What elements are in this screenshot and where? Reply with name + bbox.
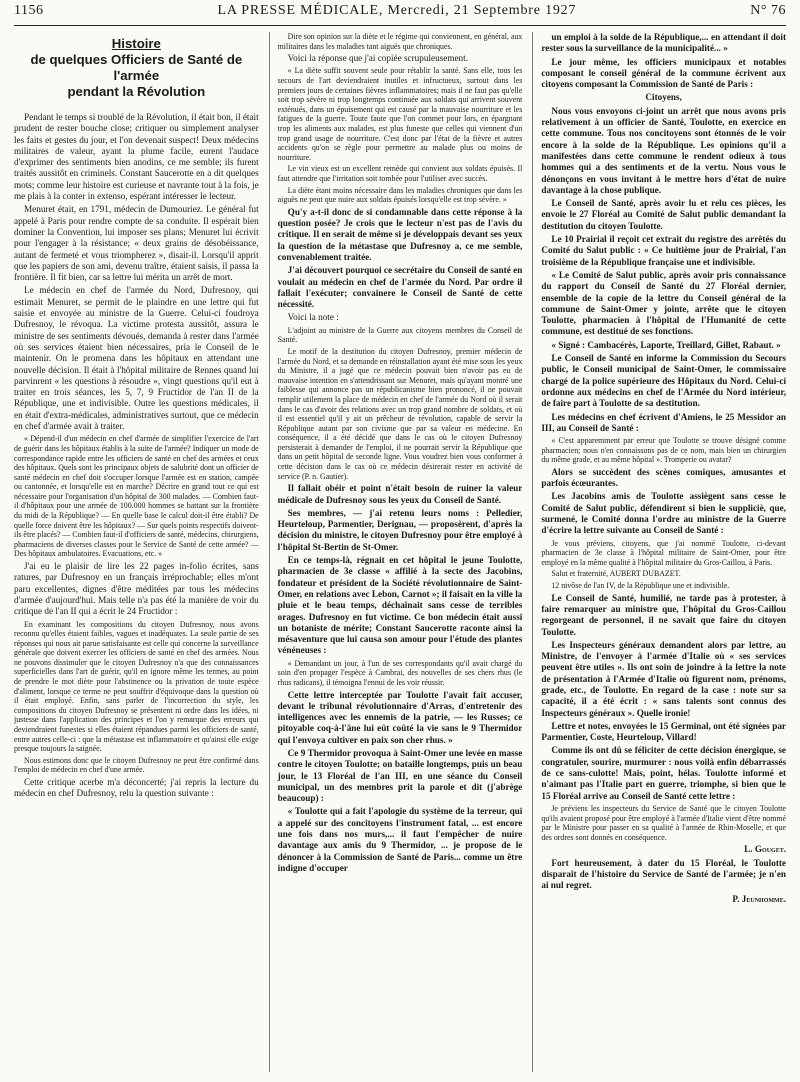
article-paragraph: Menuret était, en 1791, médecin de Dumouriez. Le général fut appelé à Paris pour rendre compte de sa conduite. Il espérait bien dominer la Convention, lui imposer ses plans; Menuret lui écrivit pour l'engager à la résistance; « deux grains de désobéissance, autant de fermeté et vous triompherez », disait-il. Lorsqu'il apprit que les papiers de son ami, devenu traître, étaient saisis, il passa la frontière. Il fit bien, car sa lettre lui mérita un arrêt de mort. xyxy=(14,204,259,283)
article-paragraph: « Demandant un jour, à l'un de ses correspondants qu'il avait chargé du soin d'en propager l'espèce à Cambrai, des nouvelles de ses chers rhus (le rhus radicans), il témoigna l'ennui de les voir réussir. xyxy=(277,658,523,687)
article-paragraph: La diète étant moins nécessaire dans les maladies chroniques que dans les aiguës ne peut que nuire aux soldats épuisés lorsqu'elle est trop sévère. » xyxy=(277,185,523,205)
article-paragraph: J'ai découvert pourquoi ce secrétaire du Conseil de santé en voulait au médecin en chef de l'armée du Nord. Par ordre il fallait l'exécuter; convainere le Conseil de Santé de cette nécessité. xyxy=(277,265,523,310)
article-paragraph: Les Jacobins amis de Toulotte assiègent sans cesse le Comité de Salut public, défendirent si bien le suppliciè, que, surmené, le Comité donna l'ordre au ministre de la Guerre d'écrire la lettre suivante au Conseil de Santé : xyxy=(541,491,786,536)
article-paragraph: Les médecins en chef écrivent d'Amiens, le 25 Messidor an III, au Conseil de Santé : xyxy=(541,411,786,433)
article-paragraph: un emploi à la solde de la République,... en attendant il doit rester sous la surveillance de la municipalité... » xyxy=(541,32,786,54)
article-paragraph: Lettre et notes, envoyées le 15 Germinal, ont été signées par Parmentier, Coste, Heurteloup, Villard! xyxy=(541,720,786,743)
article-title-line: de quelques Officiers de Santé de l'armée xyxy=(30,52,243,83)
article-paragraph: Ce 9 Thermidor provoqua à Saint-Omer une levée en masse contre le citoyen Toulotte; on bataille longtemps, puis un beau jour, le 13 Floréal de l'an III, en une séance du Conseil municipal, un des membres prit la parole et dit (j'abrège beaucoup) : xyxy=(277,747,523,804)
article-columns xyxy=(14,32,786,1072)
article-paragraph: Le Conseil de Santé, après avoir lu et relu ces pièces, les envoie le 27 Floréal au Comité de Salut public demandant la destitution du citoyen Toulotte. xyxy=(541,198,786,231)
article-paragraph: 12 nivôse de l'an IV, de la République une et indivisible. xyxy=(551,581,730,591)
page-header xyxy=(14,0,786,26)
article-paragraph: Nous estimons donc que le citoyen Dufresnoy ne peut être confirmé dans l'emploi de médecin en chef d'une armée. xyxy=(14,755,259,775)
article-paragraph: Pendant le temps si troublé de la Révolution, il était bon, il était prudent de rester bouche close; critiquer ou simplement analyser les faits et gestes du jour, et l'on devenait suspect! Deux médecins militaires de valeur, ayant la plume facile, eurent l'audace d'exprimer des sentiments bien anodins, ce me semble; ils furent traités aussitôt en criminels. Constant Saucerotte en a dit quelques mots; comme leur histoire est curieuse et navrante tout à la fois, je me plais à la conter in extenso, espérant intéresser le lecteur. xyxy=(14,112,259,202)
article-paragraph: Je vous préviens, citoyens, que j'ai nommé Toulotte, ci-devant pharmacien de 3e classe à l'hôpital militaire de Saint-Omer, pour être employé en la même qualité à l'hôpital militaire du Gros-Caillou, à Paris. xyxy=(541,538,786,567)
article-paragraph: J'ai eu le plaisir de lire les 22 pages in-folio écrites, sans ratures, par Dufresnoy en un français irréprochable; elles m'ont paru excellentes, dignes d'être méditées par tous les médecins d'armée d'aujourd'hui. Mais telle n'a pas été la manière de voir du critique de l'an II qui a écrit le 24 Fructidor : xyxy=(14,561,259,617)
article-paragraph: Fort heureusement, à dater du 15 Floréal, le Toulotte disparaît de l'histoire du Service de Santé de l'armée; je n'en ai nul regret. xyxy=(541,857,786,891)
article-paragraph: Salut et fraternité, AUBERT DUBAZET. xyxy=(551,569,681,579)
issue-number: N° 76 xyxy=(750,3,786,18)
column-1 xyxy=(14,32,259,1072)
publication-title: LA PRESSE MÉDICALE, Mercredi, 21 Septembre 1927 xyxy=(217,3,577,18)
article-paragraph: Le jour même, les officiers municipaux et notables composant le conseil général de la commune écrivent aux citoyens composant la Commission de Santé de Paris : xyxy=(541,56,786,90)
column-2 xyxy=(269,32,523,1072)
article-paragraph: L'adjoint au ministre de la Guerre aux citoyens membres du Conseil de Santé. xyxy=(277,325,523,345)
article-paragraph: Ses membres, — j'ai retenu leurs noms : Pelledier, Heurteloup, Parmentier, Derignau, — proposèrent, d'après la décision du ministre, le citoyen Dufresnoy pour être employé à l'hôpital St-Bertin de St-Omer. xyxy=(277,507,523,552)
article-paragraph: Le vin vieux est un excellent remède qui convient aux soldats épuisés. Il faut attendre que l'irritation soit tombée pour l'utiliser avec succès. xyxy=(277,164,523,184)
article-title xyxy=(14,36,259,100)
article-paragraph: « Toulotte qui a fait l'apologie du système de la terreur, qui a appelé sur des concitoyens l'instrument fatal, ... est encore une fois dans nos murs,... il faut l'empêcher de nuire davantage aux amis du 9 Thermidor, ... je propose de le dénoncer à la Commission de Santé de Paris... comme un être indigne d'occuper xyxy=(277,806,523,873)
article-paragraph: Cette lettre interceptée par Toulotte l'avait fait accuser, devant le tribunal révolutionnaire d'Arras, d'entretenir des intelligences avec les ennemis de la patrie, — les Russes; ce pitoyable coq-à-l'âne lui eût coûté la vie sans le 9 Thermidor qui l'envoya cultiver en paix son cher rhus. » xyxy=(277,689,523,745)
article-paragraph: Citoyens, xyxy=(645,92,682,103)
article-paragraph: Alors se succèdent des scènes comiques, amusantes et parfois écœurantes. xyxy=(541,466,786,489)
article-title-line: pendant la Révolution xyxy=(67,84,206,99)
article-paragraph: L. Gouget. xyxy=(744,844,786,855)
article-paragraph: Voici la réponse que j'ai copiée scrupuleusement. xyxy=(287,53,468,64)
article-paragraph: Nous vous envoyons ci-joint un arrêt que nous avons pris relativement à un officier de Santé, Toulotte, en exercice en cette commune. Tous nos concitoyens sont étonnés de le voir encore à la solde de la République. Les opinions qu'il a manifestées dans cette commune le rendent odieux à tous hommes qui a des sentiments et de la vertu. Nous vous le dénonçons en vous invitant à le mettre hors d'état de nuire davantage à la chose publique. xyxy=(541,105,786,195)
article-paragraph: P. Jeunhomme. xyxy=(732,893,786,904)
article-paragraph: « Dépend-il d'un médecin en chef d'armée de simplifier l'exercice de l'art de guérir dans les hôpitaux établis à la suite de l'armée? Indiquer un mode de correspondance rapide entre les officiers de santé en chef des armées et ceux des hôpitaux. Quels sont les principaux objets de salubrité dont un officier de santé médecin en chef doit s'occuper lorsque l'armée est en station, campée ou cantonnée, et lorsqu'elle est en marche? Décrire en grand tout ce qui est nécessaire pour l'organisation d'un hôpital de 300 malades. — Combien faut-il d'hôpitaux pour une armée de 100.000 hommes se battant sur la frontière du midi de la République? — En quelle base le calcul doit-il être établi? De quelle force doivent être les hôpitaux? — Sur quels points respectifs doivent-ils être placés? — Combien faut-il d'officiers de santé, médecins, chirurgiens, pharmaciens de diverses classes pour le Service de Santé de cette armée? — Des hôpitaux ambulatoires. Evacuations, etc. » xyxy=(14,434,259,559)
article-paragraph: Le Conseil de Santé, humilié, ne tarde pas à protester, à faire remarquer au ministre que, l'hôpital du Gros-Caillou regorgeant de personnel, il ne savait que faire du citoyen Toulotte. xyxy=(541,592,786,637)
article-paragraph: Comme ils ont dû se féliciter de cette décision énergique, se congratuler, sourire, murmurer : nous voilà enfin débarrassés de ce sans-culotte! Mais, point, hélas. Toulotte informé et n'aimant pas l'Italie part en guerre, triomphe, si bien que le 15 Floréal arrive au Conseil de Santé cette lettre : xyxy=(541,745,786,801)
article-paragraph: Le 10 Prairial il reçoit cet extrait du registre des arrêtés du Comité du Salut public : « Ce huitième jour de Prairial, l'an troisième de la République française une et indivisible. xyxy=(541,234,786,267)
article-paragraph: Les Inspecteurs généraux demandent alors par lettre, au Ministre, de l'envoyer à l'armée d'Italie où « ses services peuvent être utiles ». Ils ont soin de joindre à la lettre la note de présentation à l'Armée d'Italie où figurent nom, prénoms, grade, etc., de Toulotte. En regard de la case : note sur sa capacité, il a été écrit : « sans talents sont connus des Inspecteurs généraux ». Quelle ironie! xyxy=(541,639,786,718)
article-paragraph: Le médecin en chef de l'armée du Nord, Dufresnoy, qui estimait Menuret, se permit de le plaindre en une lettre qui fut saisie et envoyée au ministre de la Guerre. Celui-ci foudroya Dufresnoy, le révoqua. La victime protesta aussitôt, assura le ministre de ses sentiments dévoués, demanda à rester dans l'armée où ses services étaient bien nécessaires, pria le Conseil de le maintenir. On le promena dans les hôpitaux en attendant une nouvelle décision. Il était à l'hôpital militaire de Rennes quand lui parvinrent « les questions à résoudre », vingt questions qu'il eut à traiter en trois séances, les 5, 7, 9 Fructidor de l'an II de la République, une et indivisible. Outre les questions médicales, il en était d'extra-médicales, administratives surtout, que ce médecin en chef d'armée avait à traiter. xyxy=(14,285,259,432)
article-paragraph: Le Conseil de Santé en informe la Commission du Secours public, le Conseil municipal de Saint-Omer, le commissaire chargé de la police supérieure des Hôpitaux du Nord. Celui-ci ordonne aux médecins en chef de l'Armée du Nord intérieur, de faire part à Toulotte de sa destitution. xyxy=(541,353,786,409)
article-paragraph: En ce temps-là, régnait en cet hôpital le jeune Toulotte, pharmacien de 3e classe « affilié à la secte des Jacobins, fondateur et président de la Société révolutionnaire de Saint-Omer, en relations avec Lebon, Carnot »; il faisait en la ville la pluie et le beau temps, déchaînait sans cesse de terribles orages. Dufresnoy en fut victime. Ce bon médecin était aussi un botaniste de mérite; Constant Saucerotte raconte ainsi la mésaventure que lui causa son amour pour l'étude des plantes vénéneuses : xyxy=(277,555,523,656)
article-paragraph: « Signé : Cambacérès, Laporte, Treillard, Gillet, Rabaut. » xyxy=(551,339,781,350)
article-paragraph: Qu'y a-t-il donc de si condamnable dans cette réponse à la question posée? Je crois que le lecteur n'est pas de l'avis du critique. Il en serait de même si je développais devant ses yeux la question de la métastase que Dufresnoy a, ce me semble, convenablement traitée. xyxy=(277,206,523,262)
article-paragraph: « La diète suffit souvent seule pour rétablir la santé. Sans elle, tous les secours de l'art deviendraient inutiles et infructueux, surtout dans les premiers jours de certaines fièvres inflammatoires; mais il ne faut pas qu'elle soit trop sévère ni trop longtemps continuée aux soldats qui arrivent souvent exténués, dans un épuisement qui est causé par la mauvaise nourriture et les fatigues de la guerre. Toute faute que l'on commet pour lors, en épargnant trop les aliments aux malades, est plus funeste que celles qui viennent d'un trop grand usage de nourriture. C'est donc par l'état de la fièvre et autres accidents qu'on se règle pour permettre au malade plus ou moins de nourriture. xyxy=(277,66,523,162)
article-paragraph: Voici la note : xyxy=(287,312,339,323)
article-paragraph: Dire son opinion sur la diète et le régime qui conviennent, en général, aux militaires dans les maladies tant aiguës que chroniques. xyxy=(277,32,523,51)
article-paragraph: Il fallait obéir et point n'était besoin de ruiner la valeur médicale de Dufresnoy sous les yeux du Conseil de Santé. xyxy=(277,483,523,505)
article-paragraph: Je préviens les inspecteurs du Service de Santé que le citoyen Toulotte qu'ils avaient proposé pour être employé à l'armée d'Italie vient d'être nommé par le Ministre pour passer en sa qualité à l'armée de Rhin-Moselle, et que des ordres sont donnés en conséquence. xyxy=(541,803,786,842)
article-paragraph: Le motif de la destitution du citoyen Dufresnoy, premier médecin de l'armée du Nord, et sa demande en réinstallation ayant été mise sous les yeux du Ministre, il a jugé que ce médecin pouvait bien n'avoir pas eu de mauvaise intention en s'attendrissant sur Menuret, mais qu'ayant montré une faiblesse qui annonce pas un républicanisme bien prononcé, il ne pouvait remplir utilement la place de médecin en chef de l'armée du Nord où il serait dans le cas d'avoir des relations avec un trop grand nombre de soldats, et où il est essentiel qu'il y ait un prêcheur de révolution, capable de servir la République autant par son civisme que par sa valeur en médecine. En conséquence, il a été décidé que dans le cas où le citoyen Dufresnoy persisterait à demander de l'emploi, il ne pourrait servir la République que dans un petit hôpital de seconde ligne. Vous voudrez bien vous conformer à cette décision dans le cas où ce médecin désirerait rester en activité de service (P. n. Gautier). xyxy=(277,346,523,481)
article-paragraph: « Le Comité de Salut public, après avoir pris connaissance du rapport du Conseil de Santé du 27 Floréal dernier, ensemble de la copie de la lettre du Conseil général de la commune de Saint-Omer y jointe, arrête que le citoyen Toulotte, pharmacien à l'hôpital de l'Humanité de cette commune, est destitué de ses fonctions. xyxy=(541,269,786,337)
page-number: 1156 xyxy=(14,3,44,18)
article-paragraph: En examinant les compositions du citoyen Dufresnoy, nous avons reconnu qu'elles étaient faibles, vagues et inadéquates. La seule partie de ses réponses qui nous ait parue satisfaisante est celle qui concerne la surveillance générale que doivent exercer les officiers de santé en chef des armées. Nous ne pouvons dissimuler que le citoyen Dufresnoy n'a que des connaissances superficielles dans l'art de guérir, qu'il en ignore même les termes, au point de prendre le mot diète pour l'abstinence ou la privation de toute espèce d'aliment, lorsque ce terme ne peut souffrir d'équivoque dans la question où il était employé. Enfin, sans parler de l'incorrection du style, les compositions du citoyen Dufresnoy se présentent ni ordre dans les idées, ni justesse dans l'application des principes et l'on y remarque des erreurs qui deviendraient funestes si elles étaient répandues parmi les officiers de santé, entre autres celle-ci : que la métastase est inflammatoire et qu'ainsi elle exige presque toujours la saignée. xyxy=(14,619,259,754)
column-3 xyxy=(532,32,786,1072)
article-paragraph: « C'est apparemment par erreur que Toulotte se trouve désigné comme pharmacien; nous n'en connaissons pas de ce nom, mais bien un chirurgien du même grade, et au même hôpital ». Tromperie ou avatar? xyxy=(541,436,786,465)
article-title-line: Histoire xyxy=(111,36,161,51)
article-paragraph: Cette critique acerbe m'a déconcerté; j'ai repris la lecture du médecin en chef Dufresnoy, relu la question suivante : xyxy=(14,777,259,799)
